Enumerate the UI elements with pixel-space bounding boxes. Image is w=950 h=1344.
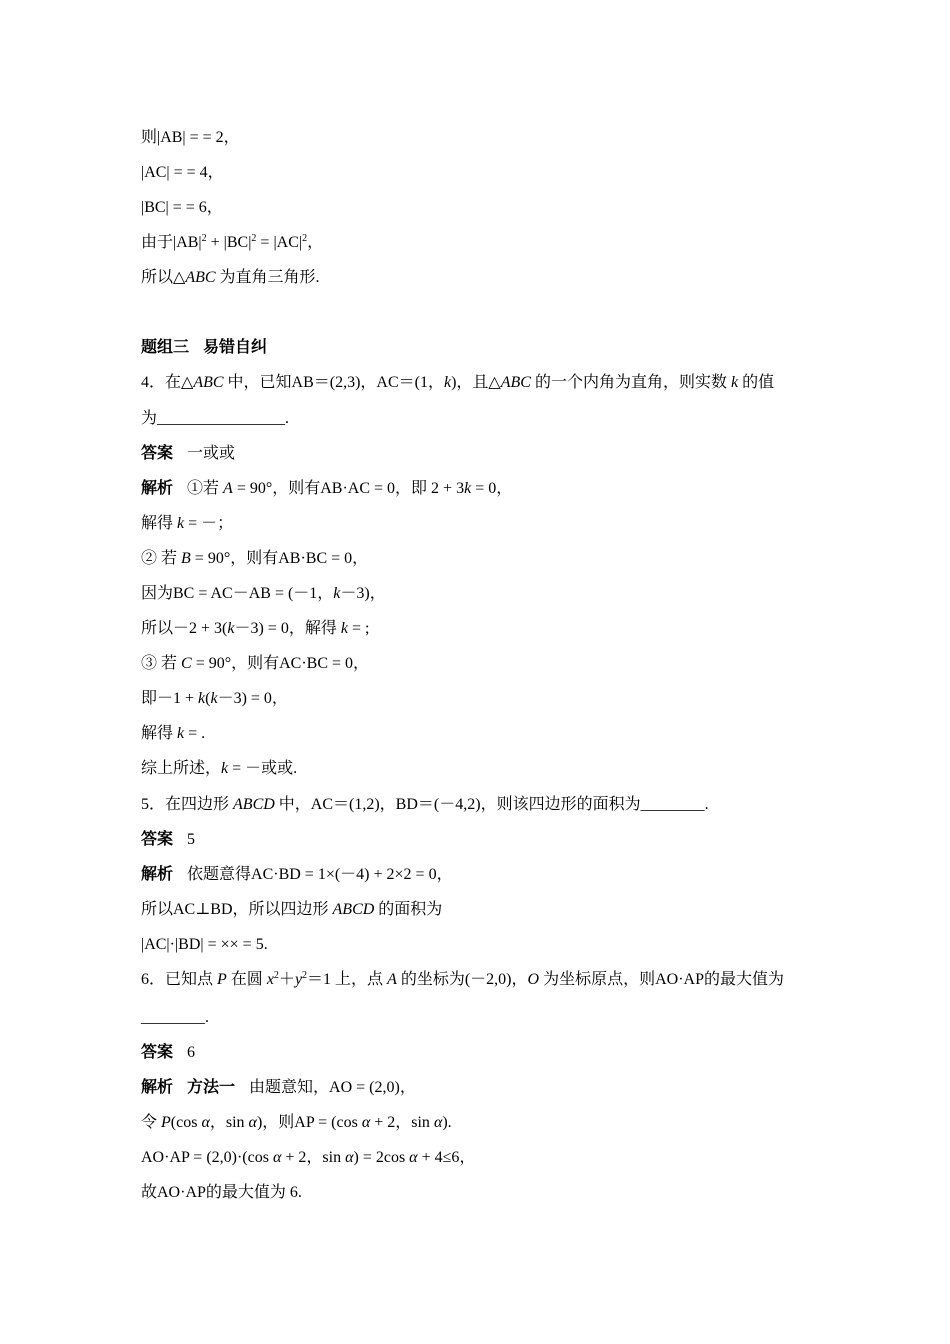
text: = . [184, 725, 206, 742]
math-var: α [248, 1114, 257, 1131]
math-var: k [464, 480, 472, 497]
text: 由于|AB| [141, 234, 202, 251]
math-var: α [433, 1114, 443, 1131]
text-line [141, 654, 369, 674]
text: = 0， [471, 480, 513, 497]
text: 所以AC⊥BD，所以四边形 [141, 901, 333, 918]
answer-text: 6 [187, 1044, 196, 1061]
text: |AC| = = 4， [141, 164, 224, 181]
heading-part: 易错自纠 [203, 339, 268, 356]
math-var: ABCD [233, 796, 275, 813]
analysis-label: 解析 [141, 1079, 174, 1096]
text: = |AC| [256, 234, 303, 251]
text: ( [205, 690, 211, 707]
text: 则|AB| = = 2， [141, 129, 240, 146]
analysis-label: 解析 [141, 866, 174, 883]
superscript: 2 [201, 233, 207, 244]
math-var: α [361, 1114, 371, 1131]
math-var: C [181, 655, 192, 672]
text: 所以－2 + 3( [141, 620, 228, 637]
text: )，则AP = (cos [256, 1114, 362, 1131]
superscript: 2 [273, 970, 279, 981]
text-line [141, 724, 205, 744]
analysis-line [141, 479, 512, 499]
text: 令 [141, 1114, 162, 1131]
text-line [141, 549, 368, 569]
text: 故AO·AP的最大值为 6. [141, 1184, 302, 1201]
math-var: k [333, 585, 341, 602]
text: ③ 若 [141, 655, 182, 672]
math-var: P [217, 971, 227, 988]
question-4 [141, 373, 774, 393]
text: = 90°，则有AC·BC = 0， [191, 655, 370, 672]
text: 的值 [738, 374, 775, 391]
math-var: α [272, 1149, 282, 1166]
math-var: ABCD [332, 901, 375, 918]
text: 解得 [141, 515, 178, 532]
answer-line [141, 444, 235, 464]
analysis-label: 解析 [141, 480, 174, 497]
math-var: k [177, 725, 185, 742]
text: 为直角三角形. [215, 269, 320, 286]
analysis-line [141, 865, 453, 885]
text: 的面积为 [374, 901, 443, 918]
text: ＋ [278, 971, 295, 988]
question-5 [141, 795, 709, 815]
text-line [141, 900, 442, 920]
text: ， [307, 234, 324, 251]
math-var: x [266, 971, 274, 988]
text: 为________________. [141, 410, 290, 427]
text: 所以△ [141, 269, 186, 286]
text-line [141, 198, 223, 218]
text: + 4≤6， [417, 1149, 476, 1166]
text-line [141, 689, 288, 709]
text: 6．已知点 [141, 971, 218, 988]
math-var: α [409, 1149, 418, 1166]
text: = 90°，则有AB·BC = 0， [190, 550, 369, 567]
math-var: O [527, 971, 540, 988]
text: ①若 [187, 480, 224, 497]
text: ). [442, 1114, 452, 1131]
math-var: ABC [185, 269, 216, 286]
heading-part: 题组三 [141, 339, 190, 356]
text: ) = 2cos [353, 1149, 410, 1166]
answer-line [141, 830, 195, 850]
text-line [141, 619, 369, 639]
math-var: k [210, 690, 218, 707]
text: + 2，sin [281, 1149, 346, 1166]
answer-label: 答案 [141, 831, 174, 848]
text: －3)， [340, 585, 386, 602]
text: 综上所述， [141, 760, 222, 777]
text: (cos [170, 1114, 202, 1131]
math-var: ABC [500, 374, 531, 391]
text: 的坐标为(－2,0)， [396, 971, 528, 988]
text: 在圆 [226, 971, 267, 988]
math-var: A [223, 480, 233, 497]
answer-text: 5 [187, 831, 196, 848]
text: ，sin [209, 1114, 249, 1131]
math-var: ABC [193, 374, 224, 391]
math-var: k [340, 620, 348, 637]
section-heading [141, 338, 267, 358]
text: = －或或. [228, 760, 298, 777]
text: ________. [141, 1009, 209, 1026]
text-line [141, 514, 233, 534]
text: = 90°，则有AB·AC = 0，即 2 + 3 [232, 480, 465, 497]
text: 5．在四边形 [141, 796, 234, 813]
text-line [141, 935, 268, 955]
superscript: 2 [302, 970, 308, 981]
text: + |BC| [206, 234, 252, 251]
text: 的一个内角为直角，则实数 [530, 374, 731, 391]
math-var: B [181, 550, 191, 567]
text-line [141, 233, 323, 253]
analysis-line [141, 1078, 416, 1098]
text: AO·AP = (2,0)·(cos [141, 1149, 273, 1166]
text: ＝1 上，点 [307, 971, 388, 988]
text: + 2，sin [370, 1114, 434, 1131]
text-line [141, 759, 297, 779]
math-var: k [177, 515, 185, 532]
text: |BC| = = 6， [141, 199, 223, 216]
text: 因为BC = AC－AB = (－1， [141, 585, 334, 602]
answer-line [141, 1043, 195, 1063]
text: |AC|·|BD| = ×× = 5. [141, 936, 268, 953]
question-4-line2 [141, 409, 289, 429]
math-var: k [227, 620, 235, 637]
math-var: k [443, 374, 452, 391]
text: 中，AC＝(1,2)，BD＝(－4,2)，则该四边形的面积为________. [274, 796, 709, 813]
math-var: k [198, 690, 206, 707]
text: 解得 [141, 725, 178, 742]
superscript: 2 [251, 233, 257, 244]
text: －3) = 0， [217, 690, 288, 707]
text: ② 若 [141, 550, 182, 567]
text: －3) = 0，解得 [234, 620, 341, 637]
math-var: A [387, 971, 397, 988]
math-var: α [345, 1149, 354, 1166]
math-var: k [221, 760, 229, 777]
answer-text: 一或或 [187, 445, 236, 462]
method-label: 方法一 [187, 1079, 236, 1096]
text: 为坐标原点，则AO·AP的最大值为 [539, 971, 784, 988]
text-line [141, 163, 224, 183]
text: 4．在△ [141, 374, 194, 391]
math-var: y [294, 971, 303, 988]
math-var: α [201, 1114, 210, 1131]
text-line [141, 1113, 452, 1133]
text: = －； [184, 515, 234, 532]
text-line [141, 1183, 302, 1203]
question-6-line2 [141, 1008, 209, 1028]
question-6 [141, 970, 784, 990]
text: 由题意知，AO = (2,0)， [249, 1079, 416, 1096]
text-line [141, 1148, 475, 1168]
text-line [141, 268, 320, 288]
text: = ; [347, 620, 370, 637]
text: )，且△ [451, 374, 501, 391]
text-line [141, 128, 240, 148]
text: 即－1 + [141, 690, 199, 707]
math-var: k [730, 374, 739, 391]
answer-label: 答案 [141, 1044, 174, 1061]
text: 中，已知AB＝(2,3)，AC＝(1， [223, 374, 444, 391]
text: 依题意得AC·BD = 1×(－4) + 2×2 = 0， [187, 866, 453, 883]
text-line [141, 584, 386, 604]
math-var: P [161, 1114, 171, 1131]
superscript: 2 [302, 233, 308, 244]
answer-label: 答案 [141, 445, 174, 462]
